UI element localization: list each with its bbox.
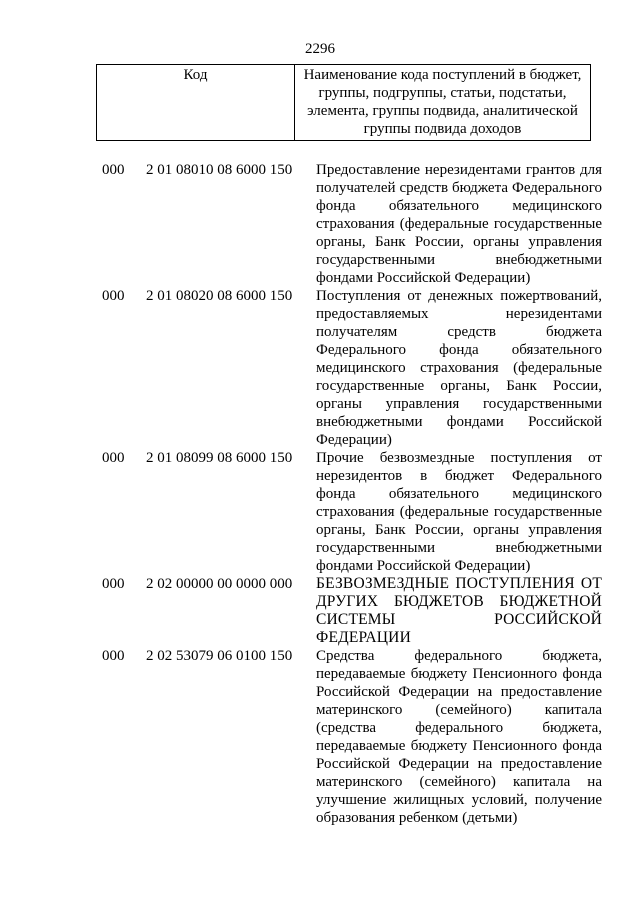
admin-code: 000 [102, 450, 125, 466]
admin-code: 000 [102, 288, 125, 304]
table-row [0, 575, 640, 647]
income-description: Прочие безвозмездные поступления от нерезидентов в бюджет Федерального фонда обязательного медицинского страхования (федеральные государственные органы, Банк России, органы управления государственными внебюджетными фондами Российской Федерации) [316, 450, 602, 574]
table-row [0, 161, 640, 287]
income-code: 2 02 00000 00 0000 000 [146, 576, 293, 592]
income-code: 2 01 08010 08 6000 150 [146, 162, 293, 178]
entries-list [0, 161, 640, 827]
admin-code: 000 [102, 576, 125, 592]
income-description: Предоставление нерезидентами грантов для получателей средств бюджета Федерального фонда обязательного медицинского страхования (федеральные государственные органы, Банк России, органы управления государственными внебюджетными фондами Российской Федерации) [316, 162, 602, 286]
header-code-label: Код [97, 65, 295, 140]
table-row [0, 287, 640, 449]
table-row [0, 449, 640, 575]
admin-code: 000 [102, 648, 125, 664]
income-description: Поступления от денежных пожертвований, предоставляемых нерезидентами получателям средств бюджета Федерального фонда обязательного медицинского страхования (федеральные государственные органы, Банк России, органы управления государственными внебюджетными фондами Российской Федерации) [316, 288, 602, 448]
header-name-label: Наименование кода поступлений в бюджет, группы, подгруппы, статьи, подстатьи, элемента, группы подвида, аналитической группы подвида доходов [303, 67, 582, 137]
income-description: БЕЗВОЗМЕЗДНЫЕ ПОСТУПЛЕНИЯ ОТ ДРУГИХ БЮДЖЕТОВ БЮДЖЕТНОЙ СИСТЕМЫ РОССИЙСКОЙ ФЕДЕРАЦИИ [316, 575, 602, 646]
income-code: 2 01 08099 08 6000 150 [146, 450, 293, 466]
table-header [96, 64, 591, 141]
table-row [0, 647, 640, 827]
admin-code: 000 [102, 162, 125, 178]
income-description: Средства федерального бюджета, передаваемые бюджету Пенсионного фонда Российской Федерации на предоставление материнского (семейного) капитала (средства федерального бюджета, передаваемые бюджету Пенсионного фонда Российской Федерации на предоставление материнского (семейного) капитала на улучшение жилищных условий, получение образования ребенком (детьми) [316, 648, 602, 826]
income-code: 2 02 53079 06 0100 150 [146, 648, 293, 664]
income-code: 2 01 08020 08 6000 150 [146, 288, 293, 304]
page-number: 2296 [305, 41, 335, 57]
